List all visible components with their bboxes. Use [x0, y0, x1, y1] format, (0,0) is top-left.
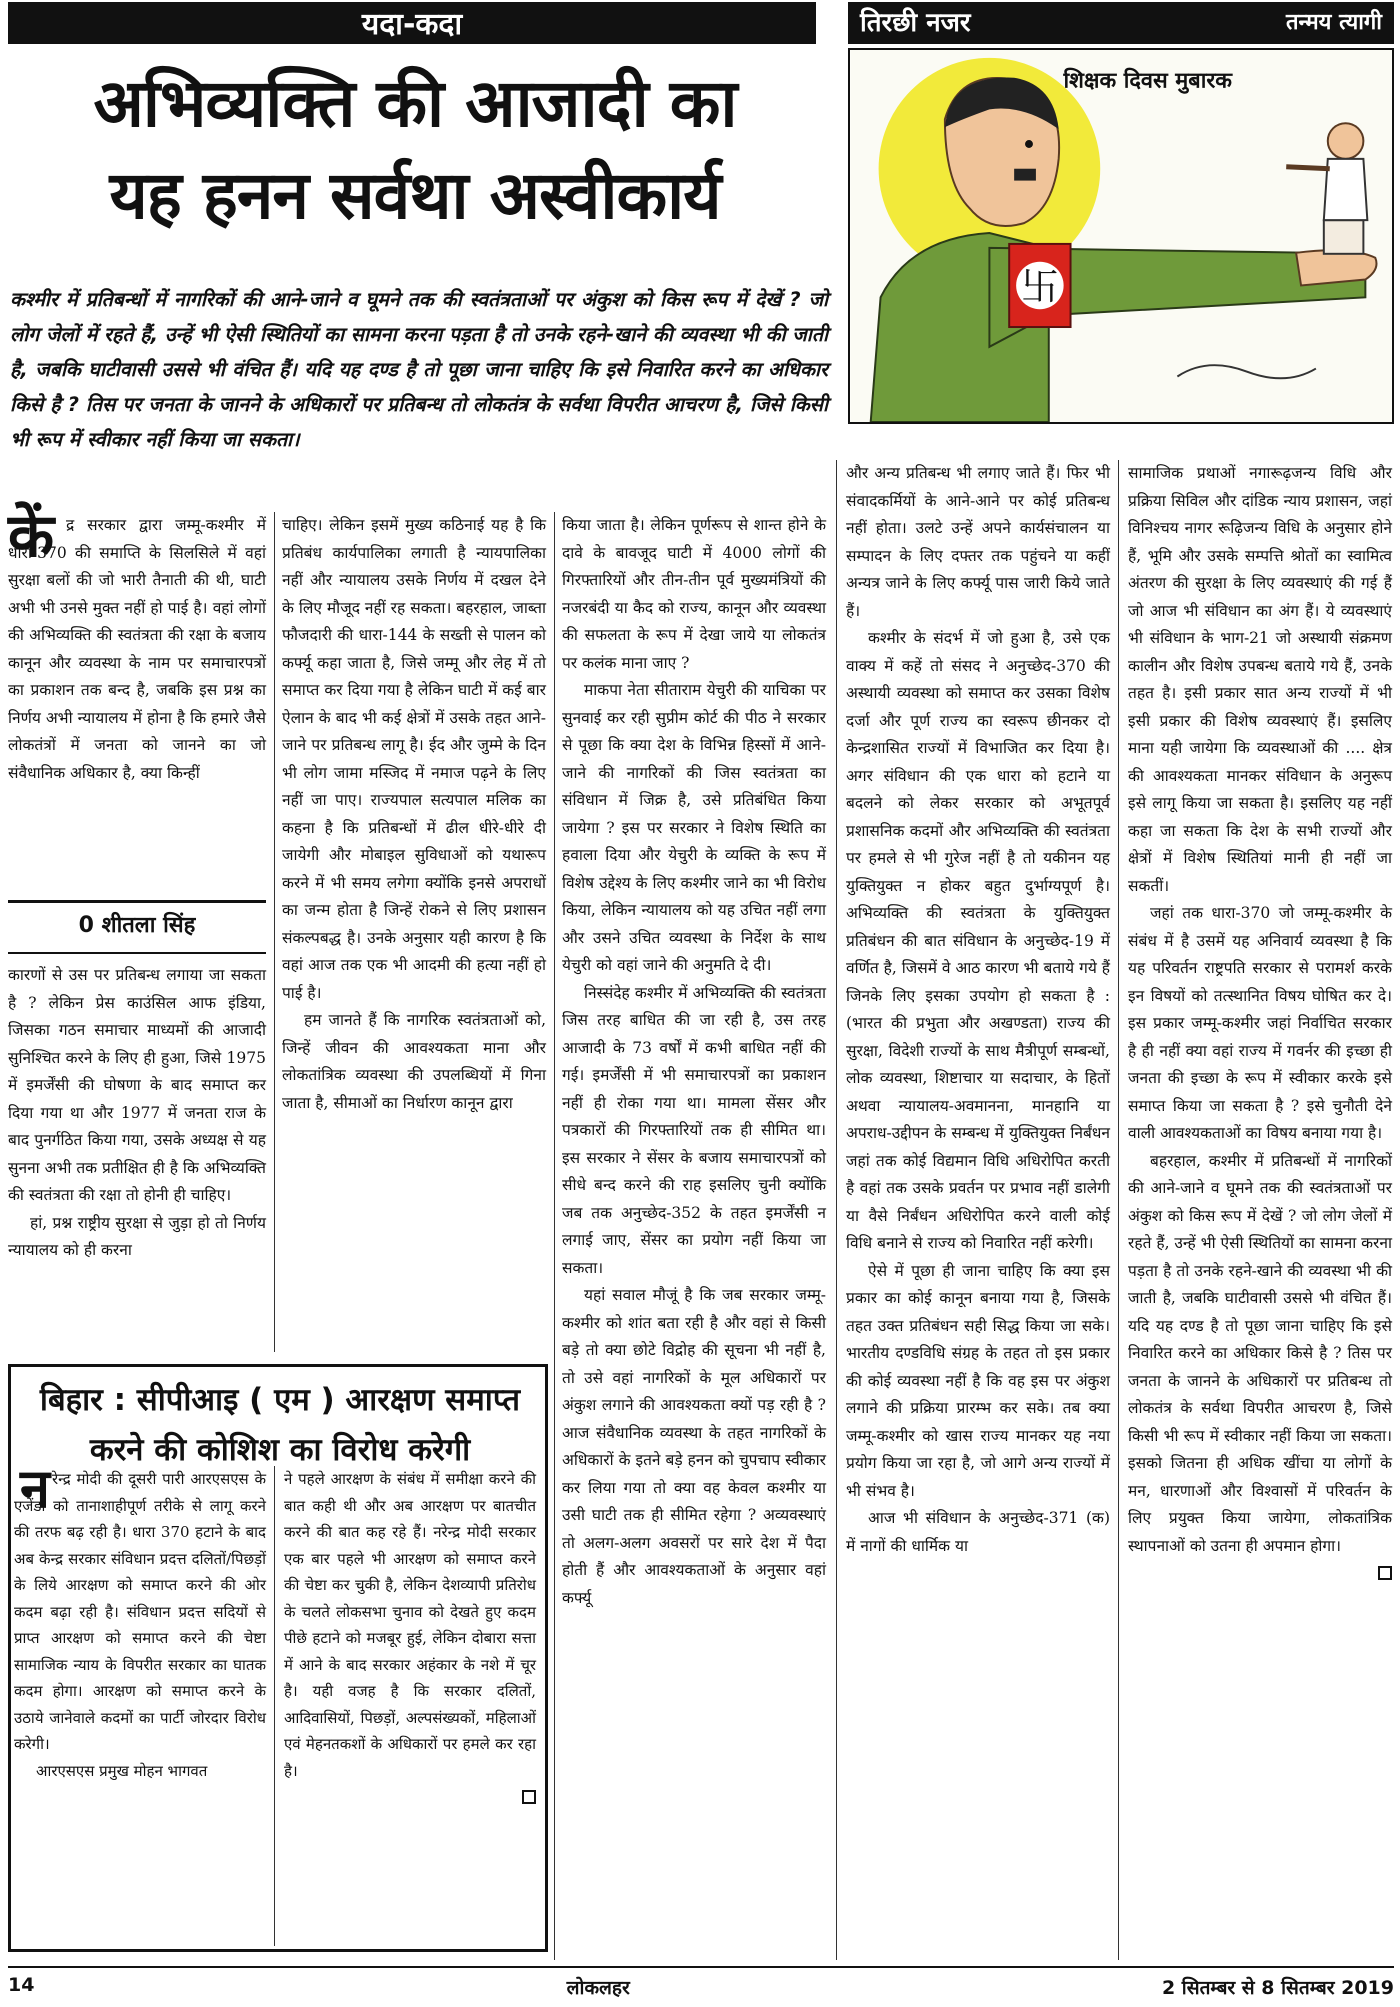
- paragraph: ने पहले आरक्षण के संबंध में समीक्षा करने की बात कही थी और अब आरक्षण पर बातचीत करने की बात कह रहे हैं। नरेन्द्र मोदी सरकार एक बार पहले भी आरक्षण को समाप्त करने की चेष्टा कर चुकी है, लेकिन देशव्यापी प्रतिरोध के चलते लोकसभा चुनाव को देखते हुए कदम पीछे हटाने को मजबूर हुई, लेकिन दोबारा सत्ता में आने के बाद सरकार अहंकार के नशे में चूर है। यही वजह है कि सरकार दलितों, आदिवासियों, पिछड़ों, अल्पसंख्यकों, महिलाओं एवं मेहनतकशों के अधिकारों पर हमले कर रहा है।: [284, 1470, 536, 1780]
- article-column-5: [1128, 460, 1392, 1580]
- headline-line-2: यह हनन सर्वथा अस्वीकार्य: [109, 157, 721, 234]
- column-rule: [274, 512, 275, 1352]
- pedestal-shape: [1324, 220, 1364, 254]
- paragraph: हां, प्रश्न राष्ट्रीय सुरक्षा से जुड़ा हो तो निर्णय न्यायालय को ही करना: [8, 1213, 266, 1259]
- paragraph: बहरहाल, कश्मीर में प्रतिबन्धों में नागरिकों की आने-जाने व घूमने तक की स्वतंत्रताओं पर अंकुश को किस रूप में देखें ? जो लोग जेलों में रहते हैं, उन्हें भी ऐसी स्थितियों का सामना करना पड़ता है तो उनके रहने-खाने की व्यवस्था भी की जाती है, जबकि घाटीवासी उससे भी वंचित हैं। यदि यह दण्ड है तो पूछा जाना चाहिए कि इसे निवारित करने का अधिकार किसे है ? तिस पर जनता के जानने के अधिकारों पर प्रतिबन्ध तो लोकतंत्र के सर्वथा विपरीत आचरण है, जिसे किसी भी रूप में स्वीकार नहीं किया जा सकता। इसको जितना ही अधिक खींचा या लोगों के मन, धारणाओं और विश्वासों में परिवर्तन के लिए प्रयुक्त किया जायेगा, लोकतांत्रिक स्थापनाओं को उतना ही अपमान होगा।: [1128, 1151, 1392, 1555]
- paragraph: निस्संदेह कश्मीर में अभिव्यक्ति की स्वतंत्रता जिस तरह बाधित की जा रही है, उस तरह आजादी के 73 वर्षों में कभी बाधित नहीं की गई। इमर्जेंसी में भी समाचारपत्रों का प्रकाशन नहीं ही रोका गया था। मामला सेंसर और पत्रकारों की गिरफ्तारियों तक ही सीमित था। इस सरकार ने सेंसर के बजाय समाचारपत्रों को सीधे बन्द करने की राह इसलिए चुनी क्योंकि जब तक अनुच्छेद-352 के तहत इमर्जेंसी न लगाई जाए, सेंसर का प्रयोग नहीं किया जा सकता।: [562, 983, 826, 1277]
- paragraph: आज भी संविधान के अनुच्छेद-371 (क) में नागों की धार्मिक या: [846, 1509, 1110, 1555]
- article-column-2: [282, 512, 546, 1117]
- article-column-4: [846, 460, 1110, 1560]
- drop-cap: न: [20, 1457, 50, 1520]
- news-box-headline: [25, 1375, 535, 1475]
- column-rule: [1118, 460, 1119, 1960]
- column-rule: [836, 460, 837, 1960]
- paragraph: और अन्य प्रतिबन्ध भी लगाए जाते हैं। फिर भी संवादकर्मियों के आने-आने पर कोई प्रतिबन्ध नहीं होता। उलटे उन्हें अपने कार्यसंचालन या सम्पादन के लिए दफ्तर तक पहुंचने या कहीं अन्यत्र जाने के लिए कर्फ्यू पास जारी किये जाते हैं।: [846, 464, 1110, 620]
- article-column-1-bottom: [8, 962, 266, 1265]
- paragraph: सामाजिक प्रथाओं नगारूढ़जन्य विधि और प्रक्रिया सिविल और दांडिक न्याय प्रशासन, जहां विनिश्चय नागर रूढ़िजन्य विधि के अनुसार होने हैं, भूमि और उसके सम्पत्ति श्रोतों का स्वामित्व अंतरण की सुरक्षा के लिए व्यवस्थाएं की गई हैं जो आज भी संविधान का अंग हैं। ये व्यवस्थाएं भी संविधान के भाग-21 जो अस्थायी संक्रमण कालीन और विशेष उपबन्ध बताये गये हैं, उनके तहत है। इसी प्रकार सात अन्य राज्यों में भी इसी प्रकार की विशेष व्यवस्थाएं हैं। इसलिए माना यही जायेगा कि व्यवस्थाओं की .... क्षेत्र की आवश्यकता मानकर संविधान के अनुरूप इसे लागू किया जा सकता है। इसलिए यह नहीं कहा जा सकता कि देश के सभी राज्यों और क्षेत्रों में विशेष स्थितियां मानी ही नहीं जा सकतीं।: [1128, 464, 1392, 895]
- cartoonist-name: तन्मय त्यागी: [1285, 10, 1382, 35]
- headline-line-2: करने की कोशिश का विरोध करेगी: [89, 1432, 471, 1468]
- paragraph: चाहिए। लेकिन इसमें मुख्य कठिनाई यह है कि प्रतिबंध कार्यपालिका लगाती है न्यायपालिका नहीं और न्यायालय उसके निर्णय में दखल देने के लिए मौजूद नहीं रह सकता। बहरहाल, जाब्ता फौजदारी की धारा-144 के सख्ती से पालन को कर्फ्यू कहा जाता है, जिसे जम्मू और लेह में तो समाप्त कर दिया गया है लेकिन घाटी में कई बार ऐलान के बाद भी कई क्षेत्रों में उसके तहत आने-जाने पर प्रतिबन्ध लागू है। ईद और जुम्मे के दिन भी लोग जामा मस्जिद में नमाज पढ़ने के लिए नहीं जा पाए। राज्यपाल सत्यपाल मलिक का कहना है कि प्रतिबन्धों में ढील धीरे-धीरे दी जायेगी और मोबाइल सुविधाओं को यथारूप करने में भी समय लगेगा क्योंकि इनसे अपराधों का जन्म होता है जिन्हें रोकने से लिए प्रशासन संकल्पबद्ध है। उनके अनुसार यही कारण है कि वहां आज तक एक भी आदमी की हत्या नहीं हो पाई है।: [282, 516, 546, 1002]
- section-header-yada-kada: यदा-कदा: [8, 2, 816, 44]
- paragraph: हम जानते हैं कि नागरिक स्वतंत्रताओं को, जिन्हें जीवन की आवश्यकता माना और लोकतांत्रिक व्यवस्था की उपलब्धियों में गिना जाता है, सीमाओं का निर्धारण कानून द्वारा: [282, 1011, 546, 1112]
- page-number: 14: [8, 1974, 35, 1996]
- small-figure-arm: [1286, 167, 1330, 169]
- paragraph: ऐसे में पूछा ही जाना चाहिए कि क्या इस प्रकार का कोई कानून बनाया गया है, जिसके तहत उक्त प्रतिबंधन सही सिद्ध किया जा सके। भारतीय दण्डविधि संग्रह के तहत तो इस प्रकार की कोई व्यवस्था नहीं है कि वह इस पर अंकुश लगाने की प्रक्रिया प्रारम्भ कर सके। तब क्या जम्मू-कश्मीर को खास राज्य मानकर यह नया प्रयोग किया जा रहा है, जो आगे अन्य राज्यों में भी संभव है।: [846, 1261, 1110, 1500]
- section-header-tirchhi-nazar: [848, 2, 1394, 44]
- publication-name: लोकलहर: [566, 1977, 630, 1999]
- end-mark-icon: [522, 1790, 536, 1804]
- headline-line-1: अभिव्यक्ति की आजादी का: [93, 65, 737, 142]
- column-rule: [554, 512, 555, 1960]
- small-figure-head: [1328, 123, 1364, 159]
- paragraph: यहां सवाल मौजूं है कि जब सरकार जम्मू-कश्मीर को शांत बता रही है और वहां से किसी बड़े तो क्या छोटे विद्रोह की सूचना भी नहीं है, तो उसे वहां नागरिकों के मूल अधिकारों पर अंकुश लगाने की आवश्यकता क्यों पड़ रही है ? आज संवैधानिक व्यवस्था के तहत नागरिकों के अधिकारों के इतने बड़े हनन को चुपचाप स्वीकार कर लिया गया तो क्या वह केवल कश्मीर या उसी घाटी तक ही सीमित रहेगा ? अव्यवस्थाएं तो अलग-अलग अवसरों पर सारे देश में पैदा होती हैं और आवश्यकताओं के अनुसार वहां कर्फ्यू: [562, 1286, 826, 1607]
- section-title: तिरछी नजर: [860, 8, 971, 38]
- author-divider: [8, 952, 266, 954]
- author-divider: [8, 900, 266, 903]
- paragraph: माकपा नेता सीताराम येचुरी की याचिका पर सुनवाई कर रही सुप्रीम कोर्ट की पीठ ने सरकार से पूछा कि क्या देश के विभिन्न हिस्सों में आने-जाने की नागरिकों की जिस स्वतंत्रता का संविधान में जिक्र है, उसे प्रतिबंधित किया जायेगा ? इस पर सरकार ने विशेष स्थिति का हवाला दिया और येचुरी के व्यक्ति के रूप में विशेष उद्देश्य के लिए कश्मीर जाने का भी विरोध किया, लेकिन न्यायालय को यह उचित नहीं लगा और उसने उचित व्यवस्था के निर्देश के साथ येचुरी को वहां जाने की अनुमति दे दी।: [562, 681, 826, 974]
- article-headline: [20, 58, 810, 242]
- author-byline: 0 शीतला सिंह: [78, 913, 196, 938]
- paragraph: किया जाता है। लेकिन पूर्णरूप से शान्त होने के दावे के बावजूद घाटी में 4000 लोगों की गिरफ्तारियों और तीन-तीन पूर्व मुख्यमंत्रियों की नजरबंदी या कैद को राज्य, कानून और व्यवस्था की सफलता के रूप में देखा जाये या लोकतंत्र पर कलंक माना जाए ?: [562, 516, 826, 672]
- editorial-cartoon: [848, 48, 1394, 424]
- issue-date: 2 सितम्बर से 8 सितम्बर 2019: [1161, 1977, 1394, 1999]
- paragraph: आरएसएस प्रमुख मोहन भागवत: [36, 1761, 208, 1780]
- news-box-column-2: [284, 1466, 536, 1804]
- end-mark-icon: [1378, 1566, 1392, 1580]
- moustache-shape: [1014, 169, 1036, 181]
- cartoon-caption: शिक्षक दिवस मुबारक: [1063, 68, 1232, 94]
- paragraph: कारणों से उस पर प्रतिबन्ध लगाया जा सकता है ? लेकिन प्रेस काउंसिल आफ इंडिया, जिसका गठन समाचार माध्यमों की आजादी सुनिश्चित करने के लिए ही हुआ, जिसे 1975 में इमर्जेंसी की घोषणा के बाद समाप्त कर दिया गया था और 1977 में जनता राज के बाद पुनर्गठित किया गया, उसके अध्यक्ष से यह सुनना अभी तक प्रतीक्षित ही है कि अभिव्यक्ति की स्वतंत्रता की रक्षा तो होनी ही चाहिए।: [8, 966, 266, 1204]
- headline-line-1: बिहार : सीपीआइ ( एम ) आरक्षण समाप्त: [39, 1382, 521, 1418]
- article-column-3: [562, 512, 826, 1612]
- news-box-column-1: [14, 1466, 266, 1784]
- eye-shape: [1025, 140, 1033, 148]
- drop-cap: कें: [8, 501, 55, 571]
- footer-divider: [8, 1966, 1394, 1968]
- paragraph: कश्मीर के संदर्भ में जो हुआ है, उसे एक वाक्य में कहें तो संसद ने अनुच्छेद-370 की अस्थायी व्यवस्था को समाप्त कर उसका विशेष दर्जा और पूर्ण राज्य का स्वरूप छीनकर दो केन्द्रशासित राज्यों में विभाजित कर दिया है। अगर संविधान की एक धारा को हटाने या बदलने को लेकर सरकार को अभूतपूर्व प्रशासनिक कदमों और अभिव्यक्ति की स्वतंत्रता पर हमले से भी गुरेज नहीं है तो यकीनन यह युक्तियुक्त न होकर बहुत दुर्भाग्यपूर्ण है। अभिव्यक्ति की स्वतंत्रता के युक्तियुक्त प्रतिबंधन की बात संविधान के अनुच्छेद-19 में वर्णित है, जिसमें वे आठ कारण भी बताये गये हैं जिनके लिए इसका उपयोग हो सकता है : (भारत की प्रभुता और अखण्डता) राज्य की सुरक्षा, विदेशी राज्यों के साथ मैत्रीपूर्ण सम्बन्धों, लोक व्यवस्था, शिष्टाचार या सदाचार, के हितों अथवा न्यायालय-अवमानना, मानहानि या अपराध-उद्दीपन के सम्बन्ध में युक्तियुक्त निर्बंधन जहां तक कोई विद्यमान विधि अधिरोपित करती है वहां तक उसके प्रवर्तन पर प्रभाव नहीं डालेगी या वैसे निर्बंधन अधिरोपित करने वाली कोई विधि बनाने से राज्य को निवारित नहीं करेगी।: [846, 629, 1110, 1252]
- hand-shape: [1296, 250, 1376, 285]
- article-column-1-top: [8, 512, 266, 787]
- small-figure-body: [1324, 159, 1368, 220]
- paragraph: जहां तक धारा-370 जो जम्मू-कश्मीर के संबंध में है उसमें यह अनिवार्य व्यवस्था है कि यह परिवर्तन राष्ट्रपति सरकार से परामर्श करके इन विषयों को तत्स्थानित विषय घोषित कर दे। इस प्रकार जम्मू-कश्मीर जहां निर्वाचित सरकार है ही नहीं क्या वहां राज्य में गवर्नर की इच्छा ही जनता की इच्छा के रूप में स्वीकार करके इसे समाप्त किया जा सकता है ? इसे चुनौती देने वाली आवश्यकताओं का विषय बनाया गया है।: [1128, 904, 1392, 1142]
- paragraph: द्र सरकार द्वारा जम्मू-कश्मीर में धारा-370 की समाप्ति के सिलसिले में वहां सुरक्षा बलों की जो भारी तैनाती की थी, घाटी अभी भी उनसे मुक्त नहीं हो पाई है। वहां लोगों की अभिव्यक्ति की स्वतंत्रता की रक्षा के बजाय कानून और व्यवस्था के नाम पर समाचारपत्रों का प्रकाशन तक बन्द है, जबकि इस प्रश्न का निर्णय अभी न्यायालय में होना है कि हमारे जैसे लोकतंत्रों में जनता को जानने का जो संवैधानिक अधिकार है, क्या किन्हीं: [8, 516, 266, 782]
- swastika-icon: 卐: [1021, 264, 1059, 309]
- article-intro: कश्मीर में प्रतिबन्धों में नागरिकों की आने-जाने व घूमने तक की स्वतंत्रताओं पर अंकुश को किस रूप में देखें ? जो लोग जेलों में रहते हैं, उन्हें भी ऐसी स्थितियों का सामना करना पड़ता है तो उनके रहने-खाने की व्यवस्था भी की जाती है, जबकि घाटीवासी उससे भी वंचित हैं। यदि यह दण्ड है तो पूछा जाना चाहिए कि इसे निवारित करने का अधिकार किसे है ? तिस पर जनता के जानने के अधिकारों पर प्रतिबन्ध तो लोकतंत्र के सर्वथा विपरीत आचरण है, जिसे किसी भी रूप में स्वीकार नहीं किया जा सकता।: [10, 288, 828, 451]
- column-rule: [274, 1466, 275, 1946]
- paragraph: रेन्द्र मोदी की दूसरी पारी आरएसएस के एजेंडा को तानाशाहीपूर्ण तरीके से लागू करने की तरफ बढ़ रही है। धारा 370 हटाने के बाद अब केन्द्र सरकार संविधान प्रदत्त दलितों/पिछड़ों के लिये आरक्षण को समाप्त करने की ओर कदम बढ़ा रही है। संविधान प्रदत्त सदियों से प्राप्त आरक्षण को समाप्त करने की चेष्टा सामाजिक न्याय के विपरीत सरकार का घातक कदम होगा। आरक्षण को समाप्त करने के उठाये जानेवाले कदमों का पार्टी जोरदार विरोध करेगी।: [14, 1470, 266, 1753]
- page-footer: [8, 1974, 1394, 2002]
